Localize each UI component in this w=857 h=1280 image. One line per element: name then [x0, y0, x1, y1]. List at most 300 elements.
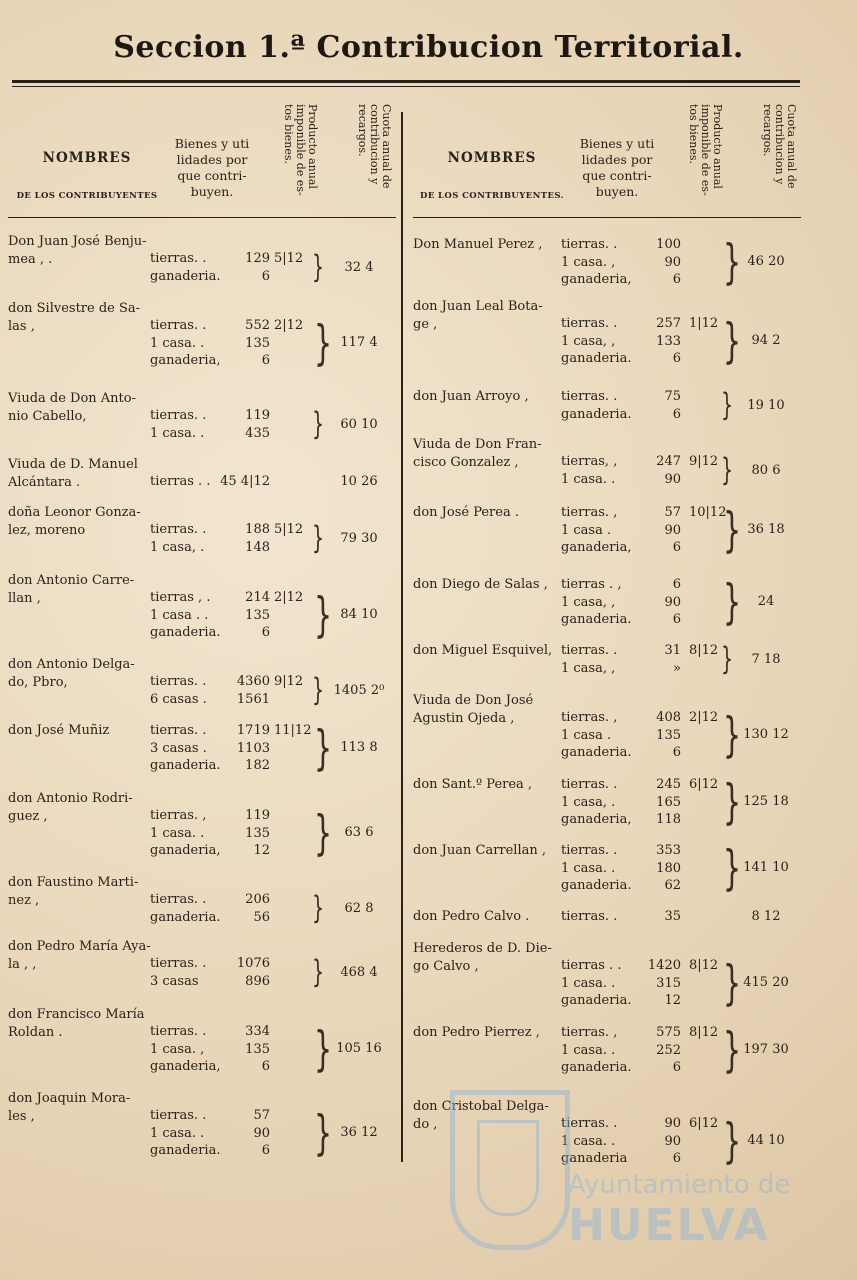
shield-icon: [450, 1090, 570, 1250]
header-nombres: NOMBRES: [447, 150, 537, 166]
bien-label: 1 casa, .: [561, 794, 616, 810]
bien-label: tierras. .: [561, 843, 618, 858]
bienes-list: [150, 1023, 270, 1076]
contribuyente-name: don Cristobal Delga- do ,: [413, 1099, 549, 1132]
bien-label: tierras. .: [150, 522, 207, 537]
cuota-value: 1405 2⁰: [333, 682, 385, 698]
bien-value: 6: [672, 540, 681, 555]
bienes-list: [561, 315, 681, 368]
cuota-value: 415 20: [743, 975, 789, 991]
contribuyente-name: don Francisco María Roldan .: [8, 1007, 145, 1040]
bien-label: 1 casa, .: [150, 539, 205, 555]
bien-row: [150, 1058, 270, 1076]
bien-value: 90: [664, 1133, 681, 1149]
cuota-value: 8 12: [751, 908, 781, 924]
bienes-list: [561, 236, 681, 289]
bienes-list: [150, 317, 270, 370]
bien-row: [561, 271, 681, 289]
cuota-value: 130 12: [743, 727, 789, 743]
bien-label: tierras . .: [150, 474, 211, 489]
cuota-value: 80 6: [751, 462, 781, 478]
producto-fraction: 6|12: [689, 1116, 719, 1131]
bien-value: 35: [664, 909, 681, 924]
bien-value: 1719: [236, 723, 270, 738]
bien-value: 6: [672, 1151, 681, 1166]
bien-label: tierras. ,: [561, 710, 618, 725]
bien-row: [561, 860, 681, 878]
contribuyente-name: Don Juan José Benju- mea , .: [8, 234, 147, 267]
producto-fraction: 9|12: [689, 454, 719, 469]
bien-label: tierras. .: [150, 251, 207, 266]
bien-label: 3 casas .: [150, 740, 207, 756]
bienes-list: [561, 453, 681, 488]
cuota-value: 36 18: [747, 522, 785, 538]
brace-icon: }: [721, 386, 734, 423]
bien-value: 119: [245, 408, 270, 423]
cuota-value: 44 10: [747, 1133, 785, 1149]
contribuyente-name: doña Leonor Gonza- lez, moreno: [8, 505, 141, 538]
brace-icon: }: [314, 805, 333, 861]
bien-row: [561, 642, 681, 660]
brace-icon: }: [314, 720, 333, 776]
bien-row: [150, 722, 270, 740]
bien-value: 247: [656, 454, 681, 469]
cuota-value: 60 10: [340, 416, 378, 432]
bien-value: 57: [253, 1108, 270, 1123]
bien-label: 1 casa, ,: [561, 594, 616, 610]
contribuyente-name: Viuda de Don Fran- cisco Gonzalez ,: [413, 437, 542, 470]
contribuyente-name: don Antonio Delga- do, Pbro,: [8, 657, 135, 690]
brace-icon: }: [721, 451, 734, 488]
bien-value: 1420: [647, 958, 681, 973]
bien-row: [561, 453, 681, 471]
producto-fraction: 8|12: [689, 958, 719, 973]
brace-icon: }: [314, 315, 333, 371]
bien-row: [561, 388, 681, 406]
bien-row: [150, 352, 270, 370]
bien-row: [561, 842, 681, 860]
cuota-value: 125 18: [743, 794, 789, 810]
bien-row: [150, 1023, 270, 1041]
cuota-value: 117 4: [340, 335, 378, 351]
bien-row: [150, 909, 270, 927]
bien-value: 56: [253, 909, 270, 925]
header-contribuyentes: DE LOS CONTRIBUYENTES: [16, 191, 158, 201]
cuota-value: 94 2: [751, 333, 781, 349]
bien-value: 90: [664, 471, 681, 487]
bien-row: [150, 757, 270, 775]
bien-label: tierras. .: [561, 237, 618, 252]
brace-icon: }: [312, 889, 325, 926]
cuota-value: 197 30: [743, 1042, 789, 1058]
bien-row: [561, 406, 681, 424]
bien-value: 6: [672, 272, 681, 287]
bien-value: 135: [245, 825, 270, 841]
bien-value: 165: [656, 794, 681, 810]
bien-row: [561, 992, 681, 1010]
bien-row: [561, 539, 681, 557]
brace-icon: }: [312, 405, 325, 442]
producto-fraction: 2|12: [689, 710, 719, 725]
bien-label: ganaderia,: [561, 812, 632, 827]
bien-label: 1 casa. .: [150, 335, 205, 351]
cuota-value: 79 30: [340, 530, 378, 546]
bien-value: 135: [245, 607, 270, 623]
bien-value: 552: [245, 318, 270, 333]
bienes-list: [561, 504, 681, 557]
bien-label: 1 casa. ,: [150, 1041, 205, 1057]
bien-label: 1 casa . .: [150, 607, 209, 623]
bien-label: tierras. ,: [561, 1025, 618, 1040]
bien-row: [561, 877, 681, 895]
cuota-value: 62 8: [344, 900, 374, 916]
bien-label: ganaderia.: [561, 351, 632, 366]
bien-label: ganaderia.: [150, 758, 221, 773]
brace-icon: }: [723, 1113, 742, 1169]
bien-row: [150, 335, 270, 353]
bien-value: 135: [245, 335, 270, 351]
cuota-value: 24: [757, 594, 775, 610]
contribuyente-name: don Juan Leal Bota- ge ,: [413, 299, 543, 332]
brace-icon: }: [312, 953, 325, 990]
header-cuota: Cuota anual de contribucion y recargos.: [356, 104, 393, 189]
bien-label: 1 casa. .: [150, 825, 205, 841]
bien-label: tierras, ,: [561, 454, 618, 469]
bien-value: 1103: [236, 740, 270, 756]
bien-value: 896: [245, 973, 270, 989]
right-header: [413, 100, 801, 218]
contribuyente-name: don Faustino Marti- nez ,: [8, 875, 139, 908]
bien-value: 353: [656, 843, 681, 858]
bien-value: 182: [245, 758, 270, 773]
bien-row: [561, 709, 681, 727]
producto-fraction: 8|12: [689, 1025, 719, 1040]
bien-label: tierras. .: [150, 1108, 207, 1123]
bien-label: 6 casas .: [150, 691, 207, 707]
bienes-list: [561, 642, 681, 677]
bien-row: [150, 673, 270, 691]
bien-row: [561, 1024, 681, 1042]
contribuyente-name: don Joaquin Mora- les ,: [8, 1091, 131, 1124]
bien-label: 1 casa. .: [561, 471, 616, 487]
bien-value: 6: [672, 1060, 681, 1075]
bien-value: 31: [664, 643, 681, 658]
bien-label: ganaderia: [561, 1151, 628, 1166]
right-column: [413, 100, 801, 1169]
bien-value: 1076: [236, 956, 270, 971]
bien-row: [150, 607, 270, 625]
contribuyente-name: don Juan Carrellan ,: [413, 843, 547, 858]
contribuyente-name: don Miguel Esquivel,: [413, 643, 553, 658]
contribuyente-name: don Sant.º Perea ,: [413, 777, 533, 792]
producto-fraction: 5|12: [274, 522, 304, 537]
bien-row: [150, 691, 270, 709]
watermark: [450, 1080, 790, 1270]
bien-value: »: [673, 660, 681, 676]
watermark-line1: Ayuntamiento de: [568, 1170, 791, 1200]
bien-row: [150, 589, 270, 607]
contribuyente-name: Don Manuel Perez ,: [413, 237, 543, 252]
bien-label: tierras. .: [150, 1024, 207, 1039]
bien-value: 133: [656, 333, 681, 349]
bien-row: [561, 811, 681, 829]
contribuyente-name: don Antonio Rodri- guez ,: [8, 791, 133, 824]
bien-value: 90: [664, 594, 681, 610]
bien-value: 90: [664, 522, 681, 538]
bienes-list: [150, 521, 270, 556]
cuota-value: 113 8: [340, 740, 378, 756]
bienes-list: [150, 673, 270, 708]
contribuyente-name: don Silvestre de Sa- las ,: [8, 301, 141, 334]
bien-label: tierras. .: [150, 723, 207, 738]
bienes-list: [150, 722, 270, 775]
contribuyente-name: Herederos de D. Die- go Calvo ,: [413, 941, 552, 974]
title-rule-thin: [12, 86, 800, 87]
bien-value: 206: [245, 892, 270, 907]
bien-row: [561, 254, 681, 272]
page-title: Seccion 1.ª Contribucion Territorial.: [113, 30, 744, 65]
brace-icon: }: [312, 248, 325, 285]
bien-label: 1 casa. .: [150, 1125, 205, 1141]
bien-label: ganaderia,: [150, 843, 221, 858]
bien-row: [561, 611, 681, 629]
bien-row: [561, 333, 681, 351]
bien-value: 12: [664, 993, 681, 1008]
bien-label: ganaderia.: [561, 612, 632, 627]
bien-value: 45 4|12: [220, 474, 270, 489]
contribuyente-name: don Antonio Carre- llan ,: [8, 573, 135, 606]
bien-row: [150, 250, 270, 268]
bienes-list: [561, 776, 681, 829]
producto-fraction: 10|12: [689, 505, 727, 520]
bien-label: tierras. .: [561, 389, 618, 404]
bien-label: ganaderia.: [561, 878, 632, 893]
bien-row: [561, 236, 681, 254]
producto-fraction: 6|12: [689, 777, 719, 792]
bien-row: [150, 1125, 270, 1143]
bien-row: [150, 1041, 270, 1059]
bien-row: [561, 957, 681, 975]
bien-label: ganaderia.: [561, 993, 632, 1008]
cuota-value: 46 20: [747, 254, 785, 270]
bien-row: [150, 973, 270, 991]
bien-label: tierras , .: [150, 590, 211, 605]
contribuyente-name: don Pedro María Aya- la , ,: [8, 939, 151, 972]
bien-row: [150, 807, 270, 825]
contribuyente-name: don Juan Arroyo ,: [413, 389, 529, 404]
bien-row: [561, 776, 681, 794]
producto-fraction: 2|12: [274, 590, 304, 605]
bienes-list: [150, 891, 270, 926]
bienes-list: [150, 589, 270, 642]
bien-row: [150, 425, 270, 443]
contribuyente-name: Viuda de Don José Agustin Ojeda ,: [413, 693, 534, 726]
bien-value: 214: [245, 590, 270, 605]
bien-value: 408: [656, 710, 681, 725]
cuota-value: 105 16: [336, 1041, 382, 1057]
bien-label: 1 casa .: [561, 727, 612, 743]
brace-icon: }: [723, 313, 742, 369]
bien-label: 1 casa, ,: [561, 660, 616, 676]
bien-value: 12: [253, 843, 270, 858]
bien-value: 245: [656, 777, 681, 792]
bien-label: tierras . .: [561, 958, 622, 973]
bien-value: 129: [245, 251, 270, 266]
bienes-list: [561, 908, 681, 926]
bien-value: 75: [664, 389, 681, 404]
bien-row: [561, 975, 681, 993]
bien-label: ganaderia,: [561, 272, 632, 287]
bien-label: tierras. ,: [150, 808, 207, 823]
bien-value: 6: [672, 406, 681, 422]
cuota-value: 468 4: [340, 964, 378, 980]
header-producto: Producto anual imponible de es- tos bienes.: [282, 104, 319, 196]
bien-row: [561, 315, 681, 333]
bien-value: 180: [656, 860, 681, 876]
bien-value: 6: [672, 351, 681, 366]
bien-row: [150, 842, 270, 860]
bien-row: [561, 350, 681, 368]
bien-value: 6: [261, 1059, 270, 1074]
brace-icon: }: [721, 640, 734, 677]
bien-label: 1 casa .: [561, 522, 612, 538]
brace-icon: }: [312, 519, 325, 556]
bien-value: 135: [245, 1041, 270, 1057]
bien-value: 334: [245, 1024, 270, 1039]
bien-row: [561, 471, 681, 489]
bienes-list: [150, 955, 270, 990]
brace-icon: }: [314, 1105, 333, 1161]
bien-label: ganaderia,: [150, 353, 221, 368]
bien-value: 90: [664, 1116, 681, 1131]
watermark-line2: HUELVA: [568, 1200, 770, 1251]
left-header: [8, 100, 396, 218]
bien-label: ganaderia.: [150, 268, 221, 284]
bien-value: 188: [245, 522, 270, 537]
bien-row: [561, 522, 681, 540]
bien-label: ganaderia.: [150, 625, 221, 640]
header-bienes: Bienes y uti lidades por que contri- buyen.: [579, 136, 655, 199]
bien-value: 6: [261, 353, 270, 368]
brace-icon: }: [723, 955, 742, 1011]
cuota-value: 19 10: [747, 397, 785, 413]
producto-fraction: 5|12: [274, 251, 304, 266]
bien-label: 1 casa. .: [561, 1042, 616, 1058]
bien-row: [150, 317, 270, 335]
brace-icon: }: [723, 840, 742, 896]
bien-label: tierras. .: [150, 956, 207, 971]
bienes-list: [561, 576, 681, 629]
bien-value: 6: [261, 625, 270, 640]
bien-value: 6: [672, 577, 681, 592]
bien-value: 257: [656, 316, 681, 331]
producto-fraction: 2|12: [274, 318, 304, 333]
bien-row: [150, 825, 270, 843]
bien-label: 3 casas: [150, 973, 199, 989]
bien-value: 435: [245, 425, 270, 441]
producto-fraction: 11|12: [274, 723, 312, 738]
bien-label: tierras. .: [561, 909, 618, 924]
bien-value: 6: [261, 1143, 270, 1158]
contribuyente-name: don José Muñiz: [8, 723, 110, 738]
bienes-list: [150, 1107, 270, 1160]
contribuyente-name: Viuda de D. Manuel Alcántara .: [8, 457, 138, 490]
producto-fraction: 8|12: [689, 643, 719, 658]
bien-label: tierras. .: [150, 408, 207, 423]
header-contribuyentes: DE LOS CONTRIBUYENTES.: [420, 191, 564, 201]
bien-row: [150, 268, 270, 286]
bien-label: ganaderia,: [561, 540, 632, 555]
bien-value: 90: [664, 254, 681, 270]
bien-row: [561, 727, 681, 745]
bien-label: tierras. .: [561, 777, 618, 792]
producto-fraction: 1|12: [689, 316, 719, 331]
bien-label: ganaderia.: [150, 1143, 221, 1158]
bien-row: [150, 473, 270, 491]
bien-value: 6: [672, 745, 681, 760]
cuota-value: 63 6: [344, 825, 374, 841]
header-producto: Producto anual imponible de es- tos bienes.: [687, 104, 724, 196]
bien-label: tierras. .: [561, 316, 618, 331]
contribuyente-name: don Pedro Calvo .: [413, 909, 530, 924]
cuota-value: 84 10: [340, 607, 378, 623]
bienes-list: [150, 407, 270, 442]
bien-row: [150, 521, 270, 539]
bien-value: 148: [245, 539, 270, 555]
bien-label: tierras. ,: [561, 505, 618, 520]
bien-label: ganaderia.: [561, 1060, 632, 1075]
bien-value: 62: [664, 878, 681, 893]
bienes-list: [561, 388, 681, 423]
brace-icon: }: [723, 574, 742, 630]
bien-value: 119: [245, 808, 270, 823]
brace-icon: }: [314, 587, 333, 643]
brace-icon: }: [723, 707, 742, 763]
contribuyente-name: don José Perea .: [413, 505, 519, 520]
bien-value: 1561: [236, 691, 270, 707]
bien-label: ganaderia.: [561, 745, 632, 760]
bien-row: [561, 1059, 681, 1077]
cuota-value: 141 10: [743, 860, 789, 876]
bien-label: tierras . ,: [561, 577, 622, 592]
bien-label: tierras. .: [150, 892, 207, 907]
bien-row: [150, 539, 270, 557]
bienes-list: [561, 842, 681, 895]
bien-value: 6: [261, 268, 270, 284]
left-column: [8, 100, 396, 1161]
contribuyente-name: don Pedro Pierrez ,: [413, 1025, 540, 1040]
bien-row: [561, 908, 681, 926]
bien-label: tierras. .: [150, 674, 207, 689]
bien-row: [150, 955, 270, 973]
column-divider: [401, 112, 403, 1162]
bien-value: 6: [672, 612, 681, 627]
header-nombres: NOMBRES: [42, 150, 132, 166]
bien-label: 1 casa. .: [561, 860, 616, 876]
brace-icon: }: [314, 1021, 333, 1077]
bien-row: [150, 740, 270, 758]
producto-fraction: 9|12: [274, 674, 304, 689]
bien-value: 100: [656, 237, 681, 252]
bien-label: tierras. .: [561, 1116, 618, 1131]
header-bienes: Bienes y uti lidades por que contri- buyen.: [174, 136, 250, 199]
cuota-value: 32 4: [344, 259, 374, 275]
bienes-list: [150, 807, 270, 860]
bien-row: [150, 1142, 270, 1160]
bienes-list: [561, 709, 681, 762]
bienes-list: [561, 1024, 681, 1077]
cuota-value: 7 18: [751, 651, 781, 667]
